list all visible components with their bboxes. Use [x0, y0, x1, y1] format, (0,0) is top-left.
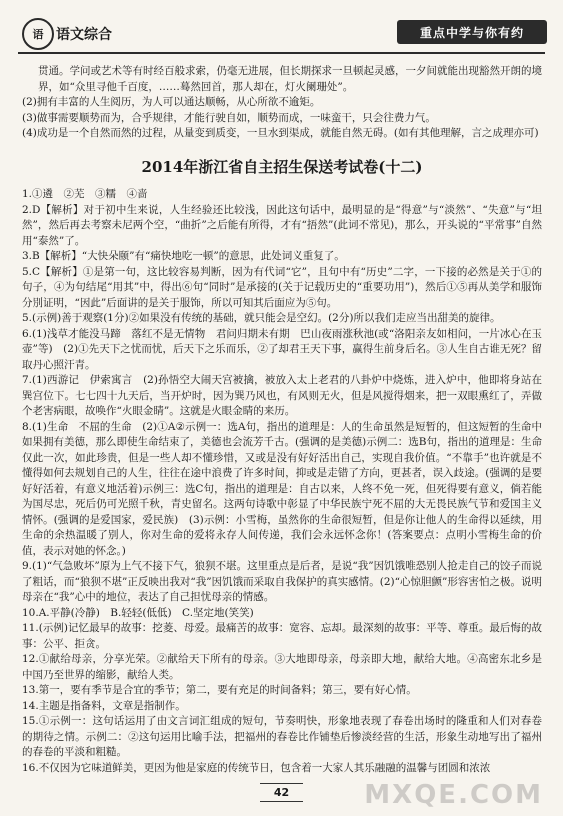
answer-item: 5.(示例)善于观察(1分)②如果没有传统的基础，就只能会是空幻。(2分)所以我们走应当出甜美的旋律。 — [22, 312, 501, 324]
watermark: MXQE.COM — [364, 780, 543, 810]
intro-paragraph: 贯通。学问或艺术等有时经百般求索，仍毫无进展，但长期探求一旦顿起灵感，一夕间就能出现豁然开朗的境界，如“众里寻他千百度，……蓦然回首，那人却在，灯火阑珊处”。 — [38, 65, 542, 93]
answer-item: 3.B【解析】“大快朵颐”有“痛快地吃一顿”的意思，此处词义重复了。 — [22, 250, 345, 262]
answer-item: 7.(1)西游记 伊索寓言 (2)孙悟空大闹天宫被擒，被放入太上老君的八卦炉中烧炼，进入炉中，他即将身站在巽宫位下。七七四十九天后，当开炉时，因为巽乃风也，有风则无火，但是风搅得烟来，把一双眼熏红了，弄做个老害病眼，故唤作“火眼金睛”。这就是火眼金睛的来历。 — [22, 374, 542, 417]
answer-item: 14.主题是指备料，文章是指制作。 — [22, 699, 186, 712]
intro-paragraph: (4)成功是一个自然而然的过程，从量变到质变，一旦水到渠成，就能自然无碍。(如有其他理解，言之成理亦可) — [22, 127, 539, 139]
answer-item: 11.(示例)记忆最早的故事：挖菱、母爱。最痛苦的故事：宽容、忘却。最深刻的故事：平等、尊重。最后悔的故事：公平、拒贪。 — [22, 622, 542, 650]
intro-section — [22, 64, 542, 142]
answer-item: 6.(1)浅草才能没马蹄 落红不是无情物 君问归期未有期 巴山夜雨涨秋池(或“洛阳亲友如相问，一片冰心在玉壶”等) (2)①先天下之忧而忧，后天下之乐而乐，②了却君王天下事，赢得生前身后名。③人生自古谁无死？留取丹心照汗青。 — [22, 327, 542, 371]
answer-item: 2.D【解析】对于初中生来说，人生经验还比较浅，因此这句话中，最明显的是“得意”与“淡然”、“失意”与“坦然”，然后再去考察未尼两个空，“曲折”之后能有所得，才有“捂然”(此词不常见)，那么，开头说的“平常事”自然用“泰然”了。 — [22, 203, 542, 247]
answer-item: 10.A.平静(冷静) B.轻轻(低低) C.坚定地(笑笑) — [22, 606, 254, 619]
page-content — [22, 64, 542, 776]
intro-paragraph: (3)做事需要顺势而为，合乎规律，才能行驶自如，顺势而成，一味蛮干，只会往费力气。 — [22, 111, 436, 124]
school-logo-icon: 语 — [22, 18, 54, 50]
page-header — [0, 0, 563, 62]
exam-title: 2014年浙江省自主招生保送考试卷(十二) — [141, 157, 423, 176]
answer-item: 15.①示例一：这句话运用了由文言词汇组成的短句，节奏明快，形象地表现了春卷出场时的隆重和人们对春卷的期待之情。示例二：②这句运用比喻手法，把福州的春卷比作铺垫后惨淡经营的生活，形象生动地写出了福州的春卷的平淡和粗糙。 — [22, 715, 542, 758]
answer-item: 9.(1)“气急败坏”原为上气不接下气，狼狈不堪。这里重点是后者，是说“我”因饥饿唯恐别人抢走自己的饺子而说了粗话，而“狼狈不堪”正反映出我对“我”因饥饿而采取自我保护的真实感情。(2)“心惊胆颤”形容害怕之极。说明母亲在“我”心中的地位，表达了自己担忧母亲的情感。 — [22, 560, 542, 603]
answer-item: 12.①献给母亲，分享光荣。②献给天下所有的母亲。③大地即母亲，母亲即大地，献给大地。④高密东北乡是中国乃至世界的缩影，献给人类。 — [22, 653, 542, 681]
page-number: 42 — [260, 783, 303, 802]
answer-item: 5.C【解析】①是第一句，这比较容易判断，因为有代词“它”，且句中有“历史”二字，一下接的必然是关于①的句子，④为句结尾“用其”中，得出⑥句“同时”是承接的(关于记载历史的“重要功用”)，然后①⑤再从美学和服饰分別证明，“因此”后面讲的是关于服饰，所以可知其后面应为⑤句。 — [22, 265, 542, 309]
answer-item: 16.不仅因为它味道鲜美，更因为他是家庭的传统节日，包含着一大家人其乐融融的温馨与团圆和浓浓 — [22, 761, 491, 774]
answer-item: 13.第一，要有季节是合宜的季节；第二，要有充足的时间备料；第三，要有好心情。 — [22, 684, 417, 696]
header-divider — [18, 52, 545, 54]
header-banner: 重点中学与你有约 — [397, 20, 547, 44]
answer-item: 8.(1)生命 不屈的生命 (2)①A②示例一：选A句，指出的道理是：人的生命虽然是短暂的，但这短暂的生命中如果拥有美德，那么即使生命结束了，美德也会流芳千古。(强调的是美德)示例二：选B句，指出的道理是：生命仅此一次，如此珍贵，但是一些人却不懂珍惜，又或是没有好好活出自己，实现自我价值。“不靠手”也许就是不懂得如何去规划自己的人生，往往在途中浪费了许多时间，抑或是走错了方向，更甚者，误入歧途。(强调的是要好好活着，有意义地活着)示例三：选C句，指出的道理是：自古以来，人终不免一死，但死得要有意义，倘若能为国尽忠，死后仍可光照千秋，青史留名。这两句诗歌中彰显了中华民族宁死不屈的大无畏民族气节和爱国主义情怀。(强调的是爱国家，爱民族) (3)示例：小雪梅，虽然你的生命很短暂，但是你让他人的生命得以延续，用生命的余热温暖了别人，你对生命的爱将永存人间传递，我们会永远怀念你！(答案要点：点明小雪梅生命的价值，表示对她的怀念。) — [22, 420, 542, 557]
answer-item: 1.①遴 ②芜 ③糯 ④啬 — [22, 188, 148, 200]
answer-list — [22, 187, 542, 776]
intro-paragraph: (2)拥有丰富的人生阅历，为人可以通达顺畅，从心所欲不逾矩。 — [22, 96, 321, 108]
subject-label: 语文综合 — [56, 27, 112, 43]
